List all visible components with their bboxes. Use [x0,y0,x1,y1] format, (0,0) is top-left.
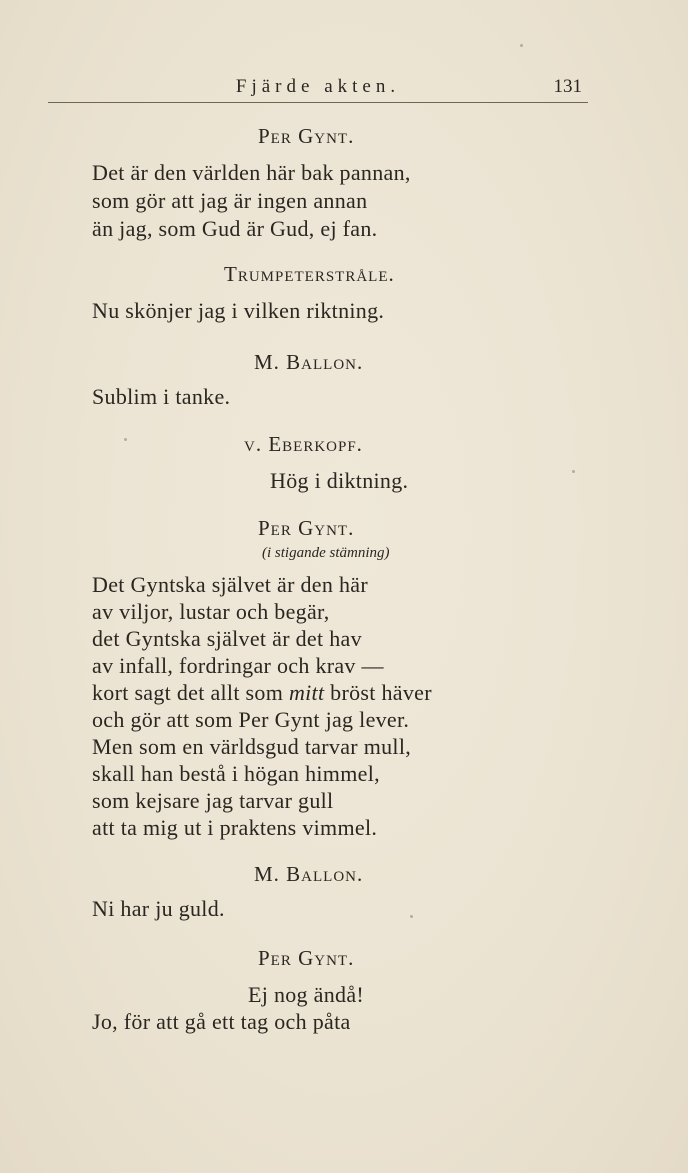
verse-line: Men som en världsgud tarvar mull, [92,734,412,759]
verse-text: bröst häver [324,680,432,705]
verse-line: Det Gyntska självet är den här [92,572,368,597]
paper-speck [124,438,127,441]
verse-line: som kejsare jag tarvar gull [92,788,334,813]
verse-line: Ni har ju guld. [92,896,225,921]
speaker-trumpeterstrale: Trumpeterstråle. [224,262,395,286]
page-number: 131 [553,76,582,97]
verse-line: än jag, som Gud är Gud, ej fan. [92,216,378,241]
paper-speck [520,44,523,47]
speaker-ballon: M. Ballon. [254,350,364,374]
verse-line: Det är den världen här bak pannan, [92,160,411,185]
speaker-per-gynt: Per Gynt. [258,124,355,148]
verse-line: och gör att som Per Gynt jag lever. [92,707,410,732]
verse-line: Hög i diktning. [270,468,409,493]
verse-line: det Gyntska självet är det hav [92,626,362,651]
verse-text: kort sagt det allt som [92,680,289,705]
speaker-ballon: M. Ballon. [254,862,364,886]
speaker-per-gynt: Per Gynt. [258,516,355,540]
verse-line [92,680,432,706]
emphasis: mitt [288,680,325,705]
paper-speck [572,470,575,473]
stage-direction-close: ) [384,545,390,561]
running-title: Fjärde akten. [235,76,401,97]
stage-direction-text: i stigande stämning [267,545,385,561]
speaker-per-gynt: Per Gynt. [258,946,355,970]
verse-line: av viljor, lustar och begär, [92,599,330,624]
verse-line: Nu skönjer jag i vilken riktning. [92,298,385,323]
page-header [48,74,588,103]
verse-line: Jo, för att gå ett tag och påta [92,1009,351,1034]
verse-line: skall han bestå i högan himmel, [92,761,380,786]
verse-line: Ej nog ändå! [248,982,365,1007]
stage-direction [262,545,390,562]
speaker-eberkopf: v. Eberkopf. [244,432,363,456]
verse-line: som gör att jag är ingen annan [92,188,368,213]
verse-line: av infall, fordringar och krav — [92,653,384,678]
verse-line: att ta mig ut i praktens vimmel. [92,815,378,840]
paper-speck [410,915,413,918]
verse-line: Sublim i tanke. [92,384,231,409]
stage-direction-open: ( [262,545,267,561]
